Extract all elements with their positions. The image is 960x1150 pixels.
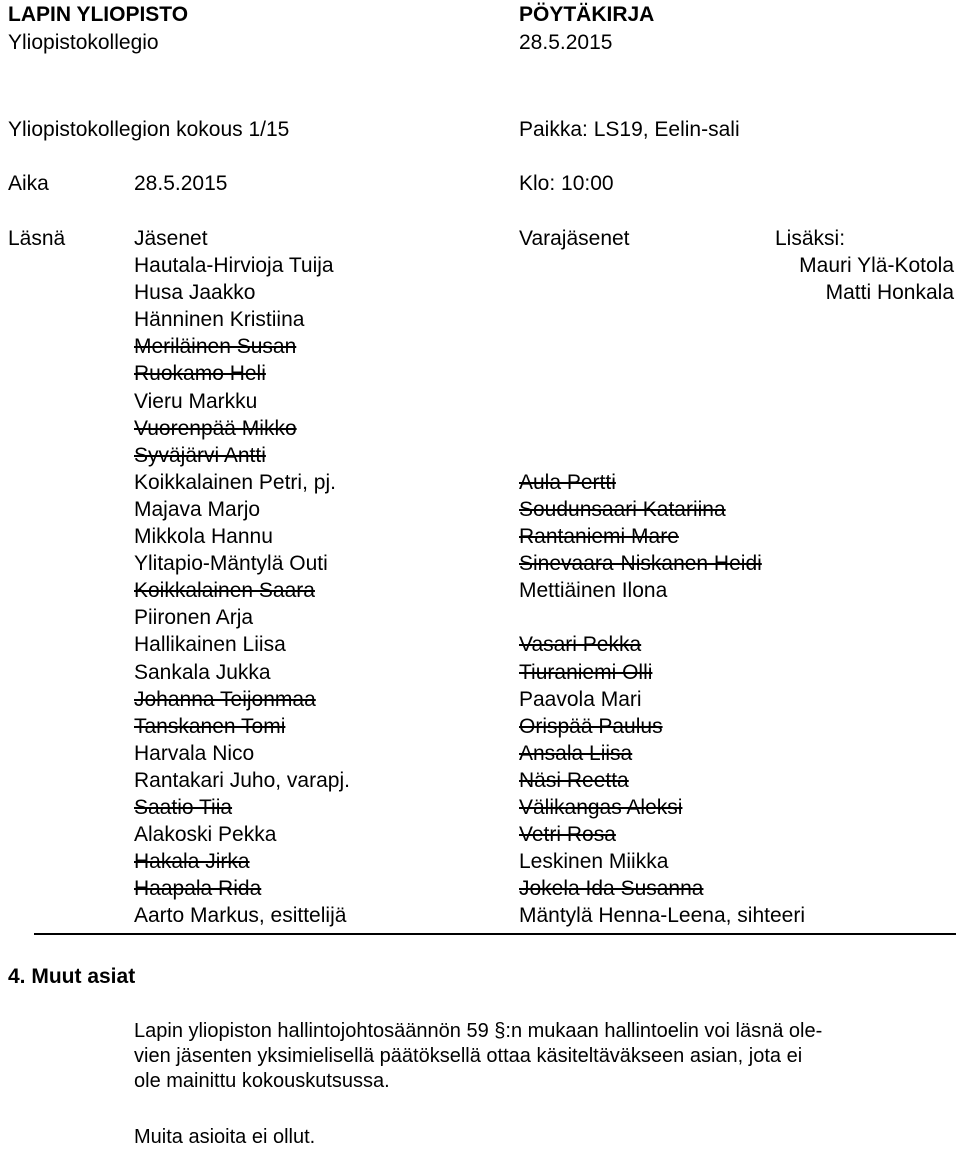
deputy-name: Näsi Reetta	[519, 768, 629, 792]
member-name: Hänninen Kristiina	[134, 308, 305, 332]
meeting-place: Paikka: LS19, Eelin-sali	[519, 118, 740, 141]
deputy-name: Leskinen Miikka	[519, 850, 669, 874]
member-name: Saatio Tiia	[134, 796, 233, 819]
meeting-time: Klo: 10:00	[519, 172, 614, 195]
member-name: Piironen Arja	[134, 606, 254, 630]
deputies-header: Varajäsenet	[519, 227, 630, 250]
divider-line	[34, 933, 956, 935]
member-name: Koikkalainen Saara	[134, 579, 315, 603]
paragraph-line: Lapin yliopiston hallintojohtosäännön 59 §:n mukaan hallintoelin voi läsnä ole-	[134, 1020, 823, 1042]
member-name: Ylitapio-Mäntylä Outi	[134, 552, 328, 576]
member-name: Husa Jaakko	[134, 281, 256, 305]
member-name: Ruokamo Heli	[134, 362, 266, 386]
deputy-name: Välikangas Aleksi	[519, 796, 683, 819]
deputy-name: Orispää Paulus	[519, 714, 663, 738]
time-label: Aika	[8, 172, 49, 195]
extra-attendee-name: Matti Honkala	[825, 281, 954, 305]
deputy-name: Ansala Liisa	[519, 741, 633, 765]
deputy-name: Mettiäinen Ilona	[519, 579, 668, 603]
meeting-date: 28.5.2015	[134, 172, 228, 195]
member-name: Haapala Rida	[134, 877, 262, 901]
deputy-name: Aula Pertti	[519, 470, 616, 494]
paragraph-line: ole mainittu kokouskutsussa.	[134, 1070, 390, 1092]
member-name: Hakala Jirka	[134, 850, 250, 874]
deputy-name: Soudunsaari Katariina	[519, 497, 726, 521]
section-paragraph	[134, 1019, 952, 1094]
deputy-name: Paavola Mari	[519, 687, 642, 711]
member-name: Aarto Markus, esittelijä	[134, 904, 347, 928]
deputy-name: Jokela Ida Susanna	[519, 877, 704, 901]
member-name: Johanna Teijonmaa	[134, 687, 316, 711]
member-name: Koikkalainen Petri, pj.	[134, 470, 336, 494]
member-name: Sankala Jukka	[134, 660, 271, 684]
section-note: Muita asioita ei ollut.	[134, 1126, 316, 1148]
meeting-title: Yliopistokollegion kokous 1/15	[8, 118, 290, 141]
body-name: Yliopistokollegio	[8, 31, 159, 54]
member-name: Rantakari Juho, varapj.	[134, 768, 350, 792]
extra-attendee-name: Mauri Ylä-Kotola	[799, 254, 954, 277]
member-name: Meriläinen Susan	[134, 335, 297, 359]
member-name: Syväjärvi Antti	[134, 443, 266, 467]
member-name: Harvala Nico	[134, 741, 255, 765]
deputy-name: Vetri Rosa	[519, 823, 616, 847]
member-name: Majava Marjo	[134, 497, 261, 521]
member-name: Vieru Markku	[134, 389, 258, 413]
document-date: 28.5.2015	[519, 31, 613, 54]
deputy-name: Mäntylä Henna-Leena, sihteeri	[519, 904, 806, 928]
deputy-name: Vasari Pekka	[519, 633, 642, 657]
member-name: Alakoski Pekka	[134, 823, 277, 847]
deputy-name: Sinevaara-Niskanen Heidi	[519, 552, 762, 576]
present-label: Läsnä	[8, 227, 66, 250]
member-name: Vuorenpää Mikko	[134, 416, 297, 440]
paragraph-line: vien jäsenten yksimielisellä päätöksellä ottaa käsiteltäväkseen asian, jota ei	[134, 1045, 803, 1067]
extra-header: Lisäksi:	[775, 227, 846, 250]
deputy-name: Tiuraniemi Olli	[519, 660, 653, 684]
organization-name: LAPIN YLIOPISTO	[8, 3, 189, 26]
member-name: Tanskanen Tomi	[134, 714, 286, 738]
member-name: Mikkola Hannu	[134, 525, 273, 548]
members-header: Jäsenet	[134, 227, 208, 250]
section-heading: 4. Muut asiat	[8, 965, 136, 988]
document-type: PÖYTÄKIRJA	[519, 3, 655, 26]
member-name: Hautala-Hirvioja Tuija	[134, 254, 334, 277]
deputy-name: Rantaniemi Mare	[519, 525, 679, 548]
member-name: Hallikainen Liisa	[134, 633, 286, 657]
